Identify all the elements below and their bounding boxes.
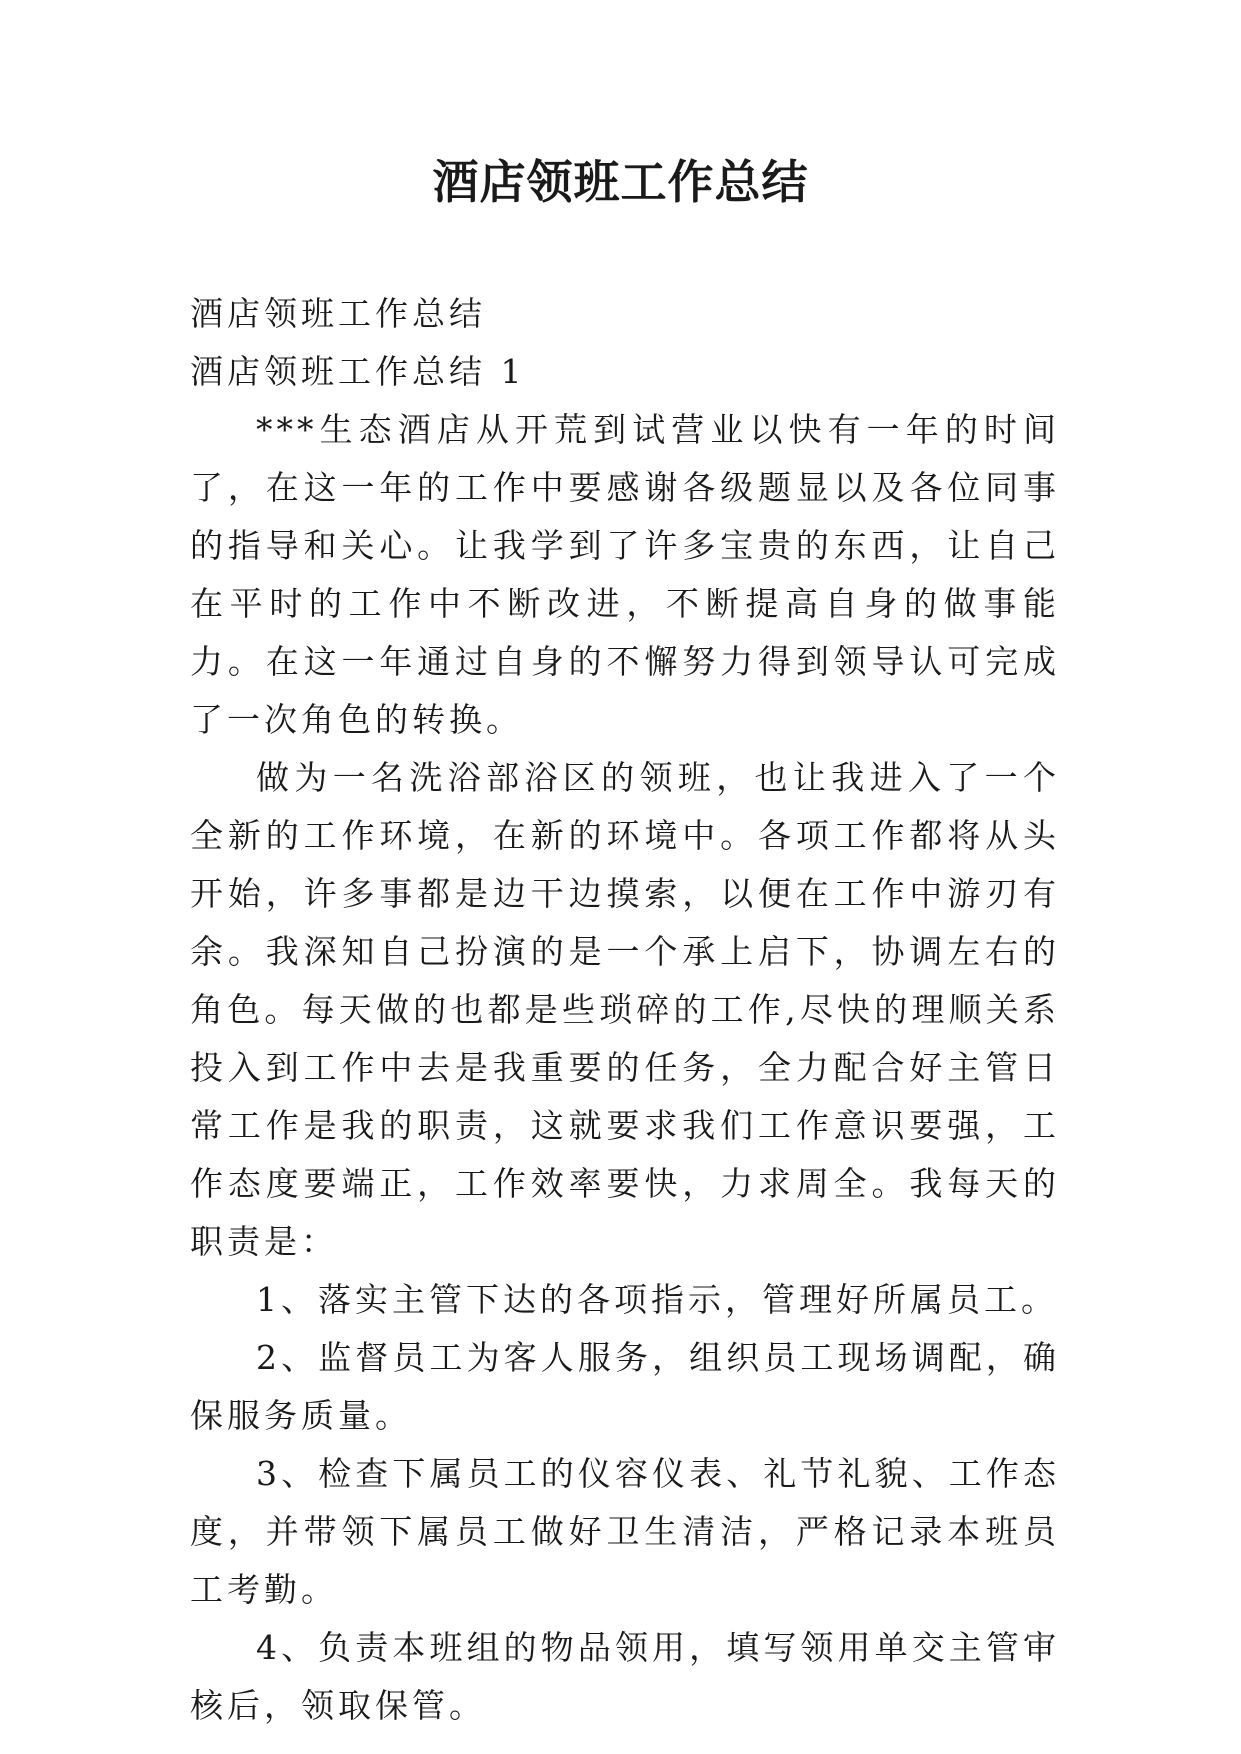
paragraph-intro: ***生态酒店从开荒到试营业以快有一年的时间了，在这一年的工作中要感谢各级题显以及各位同事的指导和关心。让我学到了许多宝贵的东西，让自己在平时的工作中不断改进，不断提高自身的做事能力。在这一年通过自身的不懈努力得到领导认可完成了一次角色的转换。 <box>190 410 1060 739</box>
document-body <box>190 285 1060 1735</box>
duty-item-4: 4、负责本班组的物品领用，填写领用单交主管审核后，领取保管。 <box>190 1628 1060 1725</box>
document-title: 酒店领班工作总结 <box>432 155 809 209</box>
duty-item-3: 3、检查下属员工的仪容仪表、礼节礼貌、工作态度，并带领下属员工做好卫生清洁，严格记录本班员工考勤。 <box>190 1454 1060 1609</box>
document-subtitle: 酒店领班工作总结 <box>190 294 486 333</box>
duty-item-1: 1、落实主管下达的各项指示，管理好所属员工。 <box>256 1280 1058 1319</box>
duty-item-2: 2、监督员工为客人服务，组织员工现场调配，确保服务质量。 <box>190 1338 1060 1435</box>
section-heading: 酒店领班工作总结 1 <box>190 352 526 391</box>
paragraph-role: 做为一名洗浴部浴区的领班，也让我进入了一个全新的工作环境，在新的环境中。各项工作都将从头开始，许多事都是边干边摸索，以便在工作中游刃有余。我深知自己扮演的是一个承上启下，协调左右的角色。每天做的也都是些琐碎的工作,尽快的理顺关系投入到工作中去是我重要的任务，全力配合好主管日常工作是我的职责，这就要求我们工作意识要强，工作态度要端正，工作效率要快，力求周全。我每天的职责是： <box>190 758 1060 1261</box>
